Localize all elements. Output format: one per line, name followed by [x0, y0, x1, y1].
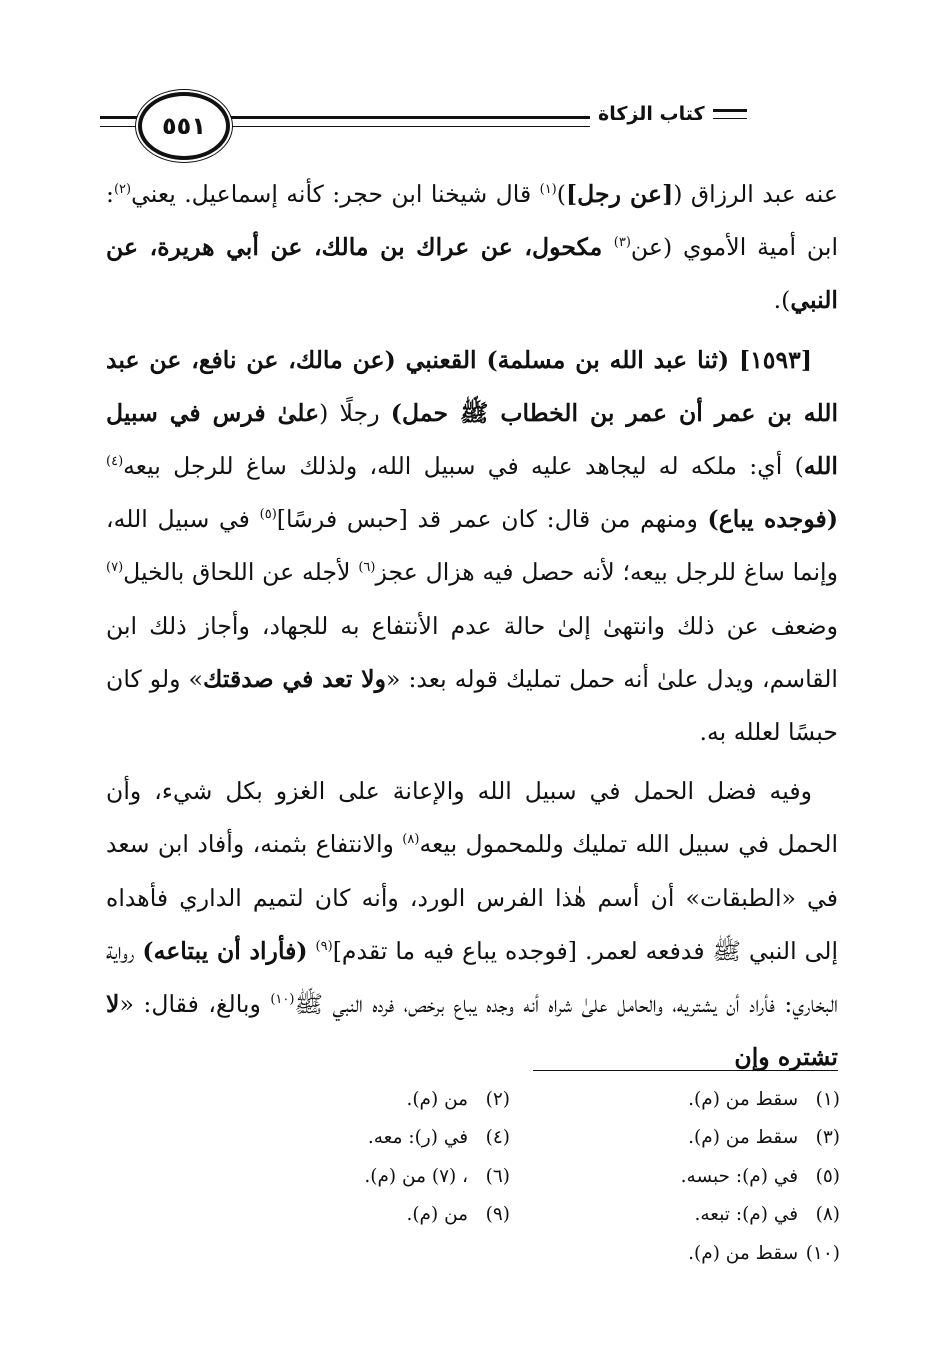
footnote-number: (٨)	[815, 1204, 840, 1226]
text-run: لأجله عن اللحاق بالخيل	[123, 558, 359, 587]
bold-run: [عن رجل]	[565, 180, 674, 208]
footnote-row	[300, 1157, 840, 1196]
footnote-number: (٣)	[815, 1127, 840, 1149]
footnote-2	[300, 1089, 510, 1110]
bold-run: علىٰ فرس في سبيل الله	[106, 398, 838, 481]
running-header	[100, 92, 840, 162]
footnote-row	[300, 1234, 840, 1273]
paragraph-3	[106, 765, 838, 1084]
footnote-ref[interactable]: (١)	[539, 182, 557, 198]
footnote-1	[510, 1089, 840, 1110]
footnote-text: من (م).	[406, 1088, 469, 1110]
text-run: في سبيل الله، وإنما ساغ للرجل بيعه؛ لأنه حصل فيه هزال عجز	[106, 505, 838, 587]
footnote-text: في (م): حبسه.	[680, 1165, 799, 1187]
footnote-ref[interactable]: (٢)	[113, 182, 132, 198]
text-run: وفيه فضل الحمل في سبيل الله والإعانة على الغزو بكل شيء، وأن الحمل في سبيل الله تمليك وللمحمول بيعه	[106, 777, 839, 859]
footnote-4	[300, 1127, 510, 1148]
footnote-number: (١)	[815, 1088, 840, 1110]
text-run: قال شيخنا ابن حجر: كأنه إسماعيل.	[184, 180, 540, 208]
text-run: يعني	[131, 180, 185, 208]
bold-run: ولا تعد في صدقتك	[202, 664, 386, 693]
footnote-ref[interactable]: (٤)	[106, 454, 124, 470]
text-run: رواية البخاري: فأراد أن يشتريه، والحامل علىٰ شراه أنه وجده يباع برخص، فرده النبي ﷺ	[106, 936, 838, 1019]
page-number-badge	[138, 92, 230, 160]
footnote-row	[300, 1080, 840, 1119]
text-run: ) أي: ملكه له ليجاهد عليه في سبيل الله، ولذلك ساغ للرجل بيعه	[123, 452, 804, 481]
footnote-row	[300, 1196, 840, 1235]
page-number: ٥٥١	[162, 112, 206, 140]
header-title-block	[590, 92, 840, 136]
footnote-text: ، (٧) من (م).	[364, 1165, 469, 1187]
footnote-text: في (ر): معه.	[367, 1127, 469, 1149]
main-text	[106, 168, 838, 1084]
footnote-ref[interactable]: (٩)	[315, 938, 333, 954]
text-run: عنه عبد الرزاق (	[673, 180, 838, 208]
footnote-number: (٥)	[815, 1165, 840, 1187]
footnote-3	[510, 1127, 840, 1148]
text-run: وضعف عن ذلك وانتهىٰ إلىٰ حالة عدم الأنتفاع به للجهاد، وأجاز ذلك ابن القاسم، ويدل علىٰ أنه حمل تمليك قوله بعد: «	[106, 611, 838, 693]
footnote-number: (٩)	[485, 1204, 510, 1226]
footnote-number: (٢)	[485, 1088, 510, 1110]
footnote-ref[interactable]: (٨)	[402, 832, 420, 848]
book-title: كتاب الزكاة	[598, 103, 705, 125]
footnote-8	[510, 1204, 840, 1225]
footnote-9	[300, 1204, 510, 1225]
text-run: )	[556, 180, 566, 208]
footnote-number: (٦)	[485, 1165, 510, 1187]
footnote-ref[interactable]: (١٠)	[270, 992, 295, 1008]
text-run: والانتفاع بثمنه، وأفاد ابن سعد في «الطبقات» أن أسم هٰذا الفرس الورد، وأنه كان لتميم الداري فأهداه إلى النبي ﷺ فدفعه لعمر. [فوجده يباع فيه ما تقدم]	[106, 830, 838, 965]
header-ornament	[713, 109, 747, 119]
text-run: ومنهم من قال: كان عمر قد [حبس فرسًا]	[276, 505, 708, 534]
footnote-ref[interactable]: (٥)	[259, 507, 277, 523]
footnotes	[300, 1080, 840, 1273]
footnote-6	[300, 1166, 510, 1187]
bold-run: لا تشتره وإن	[106, 990, 838, 1072]
footnote-number: (٤)	[485, 1127, 510, 1149]
text-run: : ابن أمية الأموي (عن	[106, 180, 838, 262]
text-run: ).	[773, 286, 791, 315]
footnote-text: سقط من (م).	[688, 1127, 799, 1149]
footnote-row	[300, 1119, 840, 1158]
footnote-ref[interactable]: (٦)	[358, 560, 376, 576]
footnote-ref[interactable]: (٣)	[613, 235, 631, 251]
footnote-5	[510, 1166, 840, 1187]
footnote-ref[interactable]: (٧)	[106, 560, 124, 576]
bold-run: مكحول، عن عراك بن مالك، عن أبي هريرة، عن النبي	[106, 233, 838, 315]
text-run: رجلًا (	[319, 398, 391, 427]
bold-run: (فأراد أن يبتاعه)	[142, 936, 308, 965]
text-run	[308, 937, 316, 965]
footnote-text: سقط من (م).	[688, 1088, 799, 1110]
paragraph-1593	[106, 334, 838, 760]
bold-run: (فوجده يباع)	[707, 505, 838, 534]
bold-run: [١٥٩٣] (ثنا عبد الله بن مسلمة) القعنبي (عن مالك، عن نافع، عن عبد الله بن عمر أن عمر بن الخطاب ﷺ حمل)	[106, 345, 839, 427]
footnote-text: سقط من (م).	[688, 1242, 799, 1264]
footnote-text: من (م).	[406, 1204, 469, 1226]
text-run: وبالغ، فقال: «	[119, 990, 271, 1019]
footnote-10	[510, 1243, 840, 1264]
text-run: » ولو كان حبسًا لعلله به.	[106, 664, 838, 747]
paragraph-1	[106, 168, 838, 328]
footnote-text: في (م): تبعه.	[694, 1204, 799, 1226]
footnote-divider	[533, 1070, 838, 1071]
footnote-number: (١٠)	[805, 1242, 840, 1264]
